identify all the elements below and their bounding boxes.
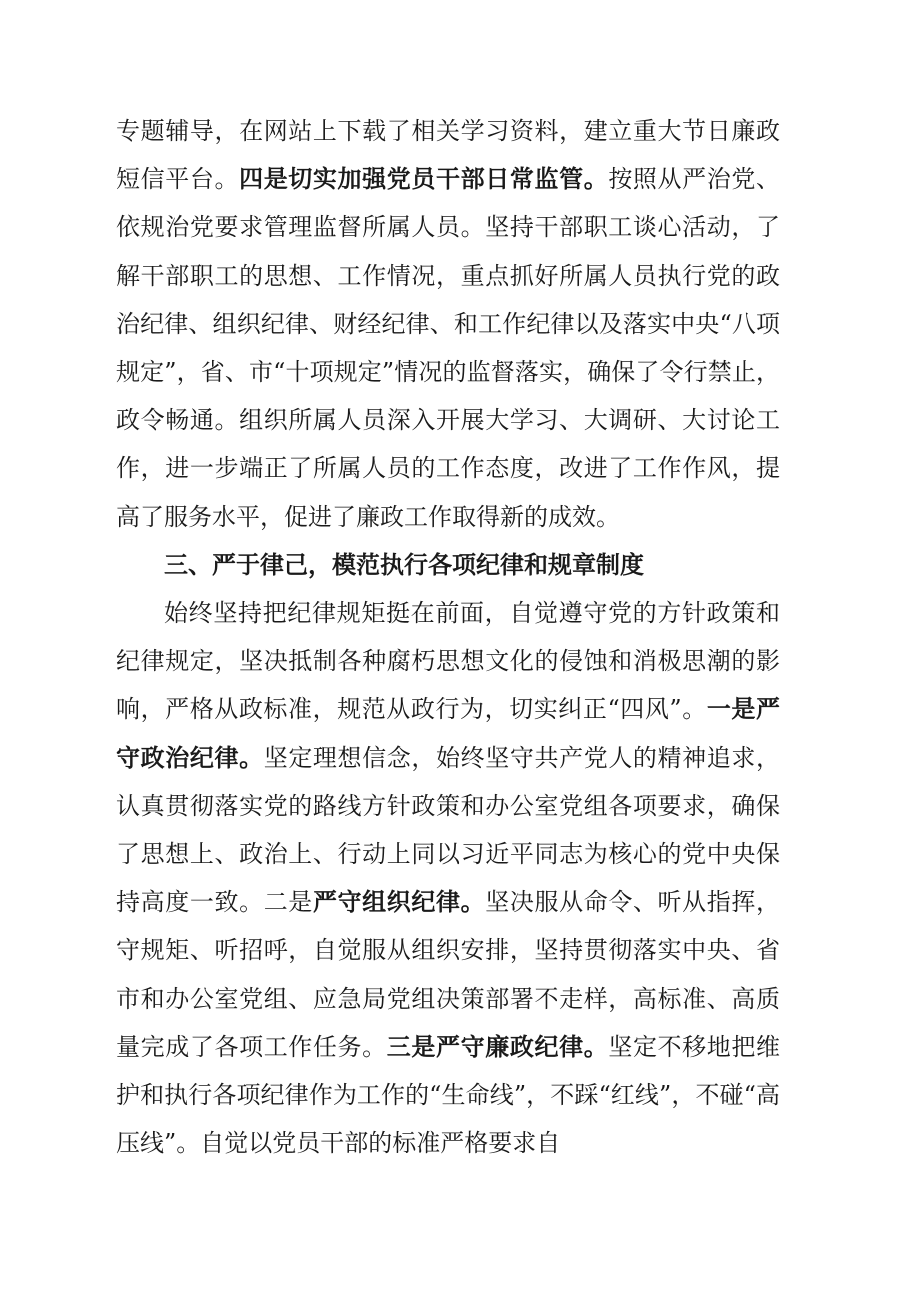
paragraph-text: 坚定理想信念，始终坚守共产党人的精神追求，认真贯彻落实党的路线方针政策和办公室党组各项要求，确保了思想上、政治上、行动上同以习近平同志为核心的党中央保持高度一致。二是 [116, 743, 781, 917]
paragraph-text: 专题辅导，在网站上下载了相关学习资料，建立重大节日廉政短信平台。 [116, 117, 780, 194]
paragraph-text: 按照从严治党、依规治党要求管理监督所属人员。坚持干部职工谈心活动，了解干部职工的思想、工作情况，重点抓好所属人员执行党的政治纪律、组织纪律、财经纪律、和工作纪律以及落实中央“八项规定”，省、市“十项规定”情况的监督落实，确保了令行禁止，政令畅通。组织所属人员深入开展大学习、大调研、大讨论工作，进一步端正了所属人员的工作态度，改进了工作作风，提高了服务水平，促进了廉政工作取得新的成效。 [116, 165, 781, 531]
paragraph-oversight [116, 107, 780, 541]
paragraph-text: 坚决服从命令、听从指挥，守规矩、听招呼，自觉服从组织安排，坚持贯彻落实中央、省市和办公室党组、应急局党组决策部署不走样，高标准、高质量完成了各项工作任务。 [116, 888, 781, 1061]
bold-point-two: 严守组织纪律。 [312, 888, 486, 917]
bold-point-three: 三是严守廉政纪律。 [386, 1032, 609, 1061]
section-heading-three: 三、严于律己，模范执行各项纪律和规章制度 [164, 550, 644, 579]
paragraph-discipline [116, 589, 780, 1167]
bold-point-one: 一是严守政治纪律。 [116, 695, 781, 772]
bold-point-four: 四是切实加强党员干部日常监管。 [239, 165, 609, 194]
paragraph-text: 始终坚持把纪律规矩挺在前面，自觉遵守党的方针政策和纪律规定，坚决抵制各种腐朽思想文化的侵蚀和消极思潮的影响，严格从政标准，规范从政行为，切实纠正“四风”。 [116, 599, 780, 724]
document-body [116, 107, 780, 1167]
paragraph-text: 坚定不移地把维护和执行各项纪律作为工作的“生命线”，不踩“红线”，不碰“高压线”。自觉以党员干部的标准严格要求自 [116, 1032, 781, 1158]
